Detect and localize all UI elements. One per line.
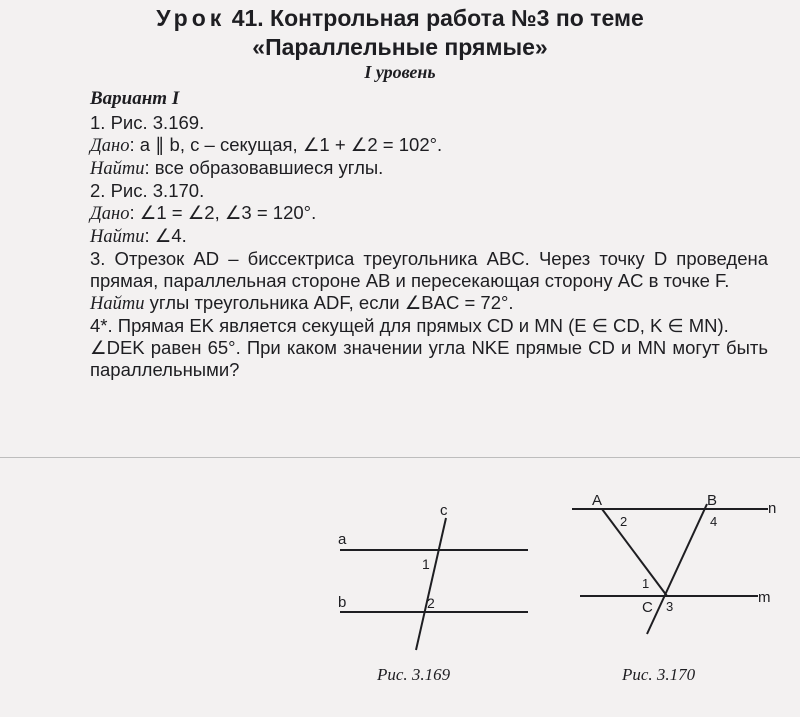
given-text: : a ∥ b, c – секущая, ∠1 + ∠2 = 102°. [129, 134, 443, 155]
caption-3-170: Рис. 3.170 [622, 665, 696, 684]
label-c: c [440, 502, 448, 519]
segment-ac [602, 509, 667, 596]
page-title [0, 4, 800, 62]
find-label: Найти [90, 227, 145, 247]
find-text: : ∠4. [144, 225, 187, 246]
label-m: m [758, 589, 771, 606]
find-text: : все образовавшиеся углы. [144, 157, 384, 178]
caption-3-169: Рис. 3.169 [377, 665, 451, 684]
label-a: a [338, 531, 347, 548]
angle-2-label: 2 [620, 514, 628, 529]
find-label: Найти [90, 294, 145, 314]
task1-given [90, 134, 768, 157]
figure-3-170 [562, 486, 792, 646]
given-label: Дано [90, 136, 130, 156]
task2-find [90, 225, 768, 248]
find-text: углы треугольника ADF, если ∠BAC = 72°. [144, 292, 514, 313]
angle-2-label: 2 [427, 595, 435, 611]
angle-4-label: 4 [710, 514, 718, 529]
task2-ref: 2. Рис. 3.170. [90, 180, 205, 201]
task1-find [90, 157, 768, 180]
tasks-block [90, 88, 768, 381]
task2-given [90, 202, 768, 225]
lesson-word: Урок [156, 5, 226, 31]
label-n: n [768, 500, 777, 517]
page-divider [0, 457, 800, 458]
task3-find [90, 292, 768, 315]
label-b: b [338, 594, 347, 611]
line-c [416, 518, 446, 650]
figure-3-169 [330, 500, 550, 660]
task4-text-1: 4*. Прямая EK является секущей для прямых CD и MN (E ∈ CD, K ∈ MN). [90, 315, 729, 336]
line-bc [647, 504, 707, 634]
title-line-1: 41. Контрольная работа №3 по теме [231, 5, 644, 31]
angle-1-label: 1 [642, 576, 650, 591]
label-A: A [592, 492, 603, 509]
label-C: C [642, 599, 653, 616]
task3-text: 3. Отрезок AD – биссектриса треугольника ABC. Через точку D проведена прямая, параллельная стороне AB и пересекающая сторону AC в точке F. [90, 248, 768, 291]
angle-1-label: 1 [422, 556, 430, 572]
level-heading: I уровень [364, 62, 436, 82]
task4-text-2: ∠DEK равен 65°. При каком значении угла NKE прямые CD и MN могут быть параллельными? [90, 337, 768, 380]
given-label: Дано [90, 204, 130, 224]
title-line-2: «Параллельные прямые» [252, 34, 548, 60]
find-label: Найти [90, 159, 145, 179]
angle-3-label: 3 [666, 599, 674, 614]
task1-ref: 1. Рис. 3.169. [90, 112, 205, 133]
label-B: B [707, 492, 718, 509]
variant-heading: Вариант I [90, 88, 180, 109]
given-text: : ∠1 = ∠2, ∠3 = 120°. [129, 202, 317, 223]
